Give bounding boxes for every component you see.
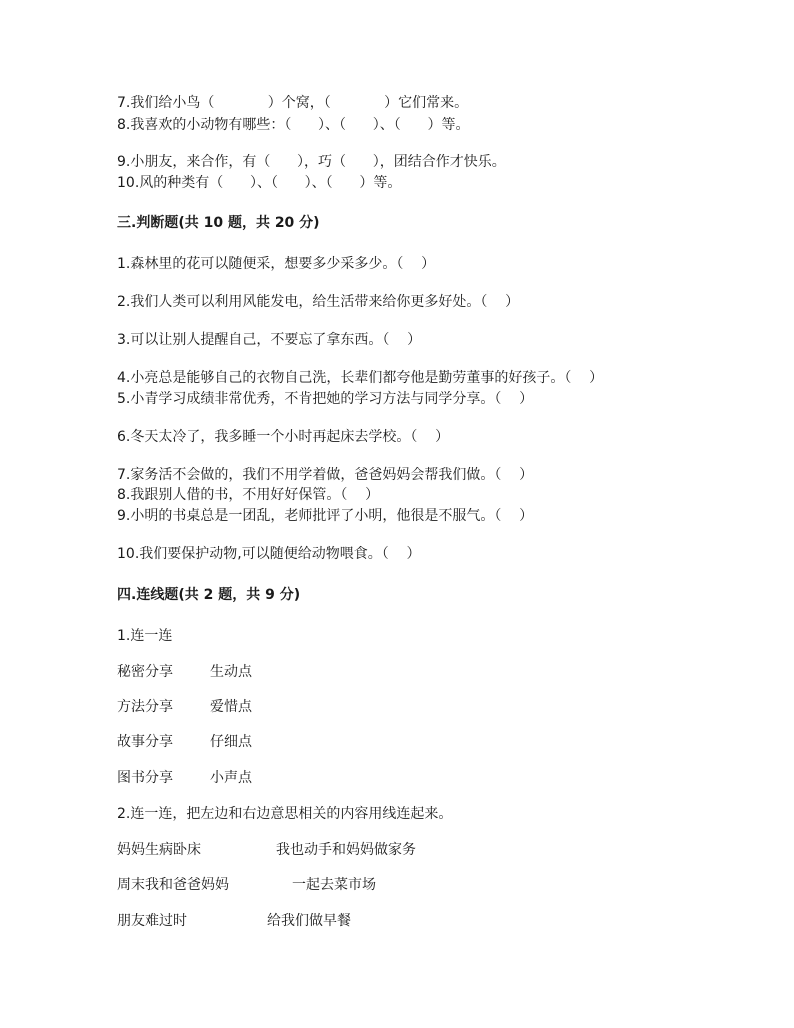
judgement-item-7: 7.家务活不会做的，我们不用学着做，爸爸妈妈会帮我们做。（ ） — [117, 467, 534, 483]
judgement-item-3: 3.可以让别人提醒自己，不要忘了拿东西。（ ） — [117, 332, 422, 348]
matching-left-item: 方法分享 — [117, 699, 173, 715]
matching-left-item: 周末我和爸爸妈妈 — [117, 877, 229, 893]
matching-right-item: 我也动手和妈妈做家务 — [276, 842, 416, 858]
matching-q2-title: 2.连一连，把左边和右边意思相关的内容用线连起来。 — [117, 806, 453, 822]
matching-right-item: 仔细点 — [210, 734, 252, 750]
matching-right-item: 生动点 — [210, 664, 252, 680]
judgement-item-2: 2.我们人类可以利用风能发电，给生活带来给你更多好处。（ ） — [117, 294, 520, 310]
matching-left-item: 朋友难过时 — [117, 913, 187, 929]
matching-left-item: 妈妈生病卧床 — [117, 842, 201, 858]
matching-q1-title: 1.连一连 — [117, 628, 173, 644]
judgement-item-9: 9.小明的书桌总是一团乱，老师批评了小明，他很是不服气。（ ） — [117, 508, 534, 524]
judgement-item-1: 1.森林里的花可以随便采，想要多少采多少。（ ） — [117, 256, 436, 272]
judgement-item-5: 5.小青学习成绩非常优秀，不肯把她的学习方法与同学分享。（ ） — [117, 391, 534, 407]
matching-right-item: 给我们做早餐 — [267, 913, 351, 929]
fill-blank-q8: 8.我喜欢的小动物有哪些：（ ）、（ ）、（ ）等。 — [117, 117, 470, 133]
judgement-item-6: 6.冬天太冷了，我多睡一个小时再起床去学校。（ ） — [117, 429, 450, 445]
matching-left-item: 故事分享 — [117, 734, 173, 750]
matching-right-item: 一起去菜市场 — [292, 877, 376, 893]
section-title-matching: 四.连线题(共 2 题，共 9 分) — [117, 587, 301, 603]
fill-blank-q9: 9.小朋友，来合作，有（ ），巧（ ），团结合作才快乐。 — [117, 154, 506, 170]
section-title-judgement: 三.判断题(共 10 题，共 20 分) — [117, 215, 320, 231]
matching-right-item: 小声点 — [210, 770, 252, 786]
matching-left-item: 秘密分享 — [117, 664, 173, 680]
judgement-item-10: 10.我们要保护动物,可以随便给动物喂食。（ ） — [117, 546, 421, 562]
fill-blank-q10: 10.风的种类有（ ）、（ ）、（ ）等。 — [117, 175, 402, 191]
fill-blank-q7: 7.我们给小鸟（ ）个窝，（ ）它们常来。 — [117, 95, 469, 111]
judgement-item-8: 8.我跟别人借的书，不用好好保管。（ ） — [117, 487, 380, 503]
matching-q2-row — [117, 912, 351, 966]
matching-right-item: 爱惜点 — [210, 699, 252, 715]
matching-left-item: 图书分享 — [117, 770, 173, 786]
judgement-item-4: 4.小亮总是能够自己的衣物自己洗，长辈们都夸他是勤劳董事的好孩子。（ ） — [117, 370, 604, 386]
